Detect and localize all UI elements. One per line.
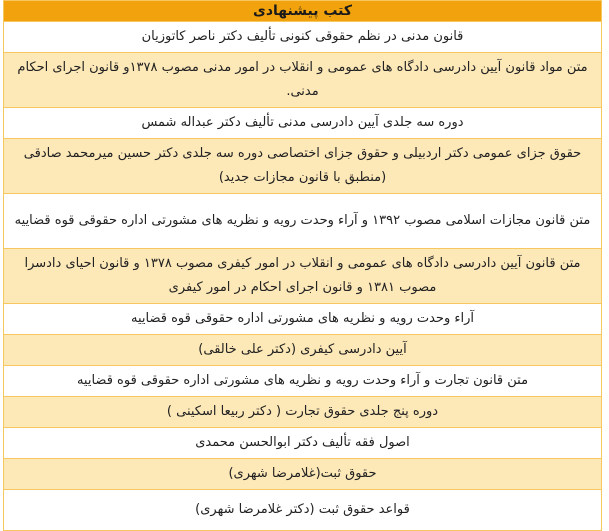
book-item: متن مواد قانون آیین دادرسی دادگاه های عمومی و انقلاب در امور مدنی مصوب ۱۳۷۸و قانون اجرای احکام مدنی. xyxy=(4,53,602,108)
book-item: قانون مدنی در نظم حقوقی کنونی تألیف دکتر ناصر کاتوزیان xyxy=(4,22,602,53)
table-row xyxy=(4,139,602,194)
table-row xyxy=(4,366,602,397)
recommended-books-table xyxy=(3,0,602,531)
book-item: قواعد حقوق ثبت (دکتر غلامرضا شهری) xyxy=(4,490,602,531)
table-row xyxy=(4,490,602,531)
table-row xyxy=(4,108,602,139)
table-row xyxy=(4,194,602,249)
book-item: حقوق ثبت(غلامرضا شهری) xyxy=(4,459,602,490)
table-row xyxy=(4,335,602,366)
book-item: متن قانون مجازات اسلامی مصوب ۱۳۹۲ و آراء وحدت رویه و نظریه های مشورتی اداره حقوقی قوه قضاییه xyxy=(4,194,602,249)
table-row xyxy=(4,428,602,459)
book-item: آراء وحدت رویه و نظریه های مشورتی اداره حقوقی قوه قضاییه xyxy=(4,304,602,335)
table-row xyxy=(4,53,602,108)
recommended-books-table-container xyxy=(3,0,602,517)
book-item: حقوق جزای عمومی دکتر اردبیلی و حقوق جزای اختصاصی دوره سه جلدی دکتر حسین میرمحمد صادقی (منطبق با قانون مجازات جدید) xyxy=(4,139,602,194)
book-item: آیین دادرسی کیفری (دکتر علی خالقی) xyxy=(4,335,602,366)
table-row xyxy=(4,22,602,53)
book-item: دوره سه جلدی آیین دادرسی مدنی تألیف دکتر عبداله شمس xyxy=(4,108,602,139)
table-row xyxy=(4,304,602,335)
table-header: کتب پیشنهادی xyxy=(4,1,602,22)
book-item: متن قانون آیین دادرسی دادگاه های عمومی و انقلاب در امور کیفری مصوب ۱۳۷۸ و قانون احیای دادسرا مصوب ۱۳۸۱ و قانون اجرای احکام در امور کیفری xyxy=(4,249,602,304)
book-item: دوره پنج جلدی حقوق تجارت ( دکتر ربیعا اسکینی ) xyxy=(4,397,602,428)
table-row xyxy=(4,249,602,304)
table-row xyxy=(4,459,602,490)
book-item: اصول فقه تألیف دکتر ابوالحسن محمدی xyxy=(4,428,602,459)
book-item: متن قانون تجارت و آراء وحدت رویه و نظریه های مشورتی اداره حقوقی قوه قضاییه xyxy=(4,366,602,397)
table-header-row xyxy=(4,1,602,22)
table-row xyxy=(4,397,602,428)
